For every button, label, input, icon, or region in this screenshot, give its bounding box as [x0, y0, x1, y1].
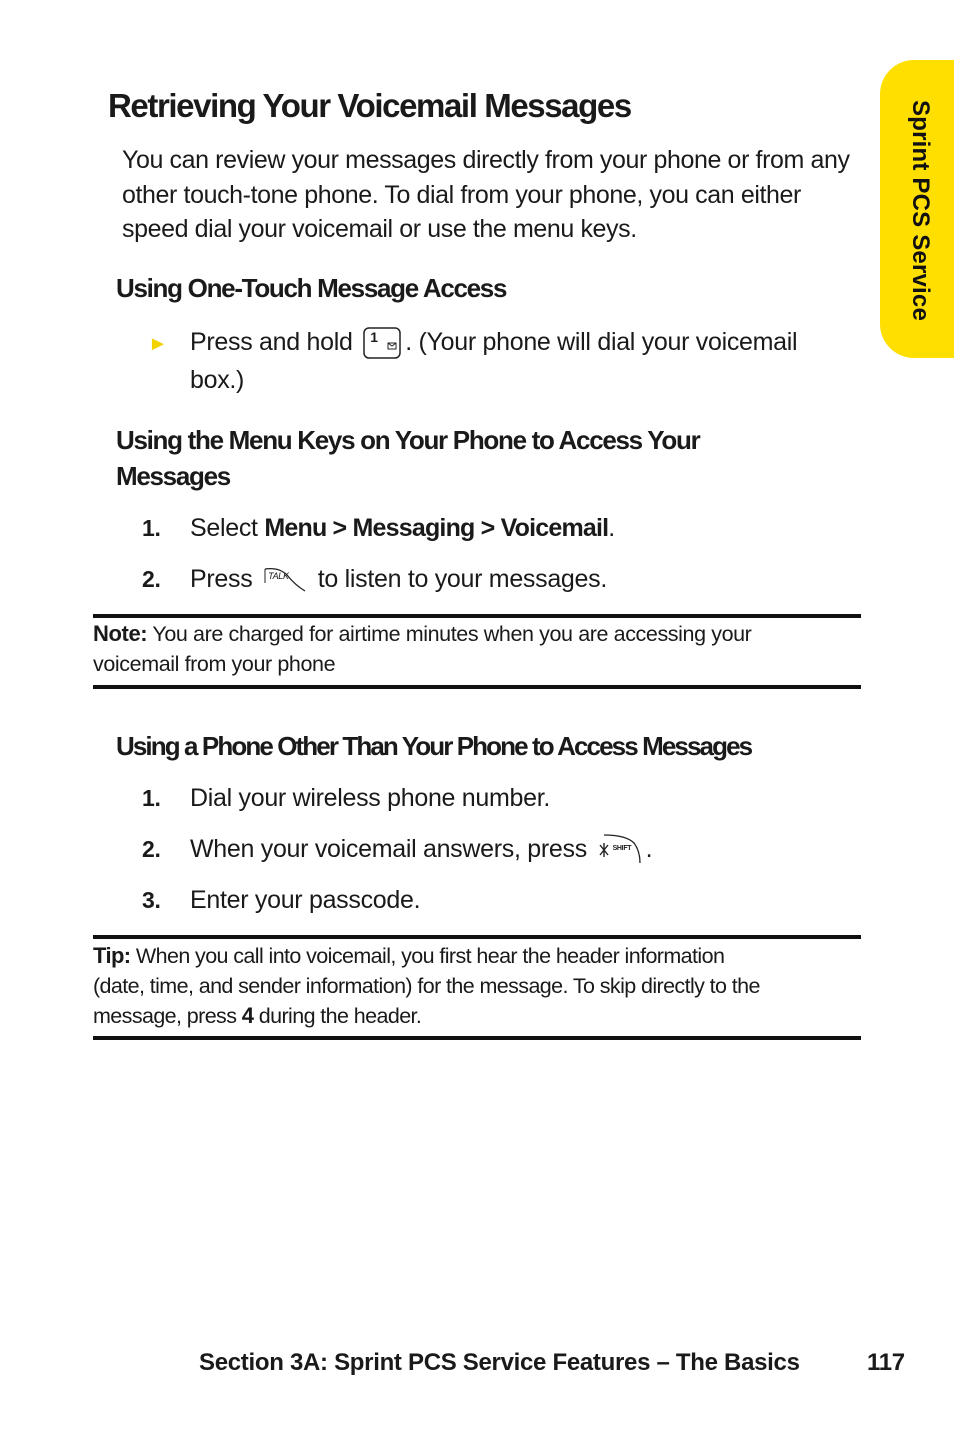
shift-key-label: SHIFT [612, 845, 632, 853]
note-rule-top [93, 614, 861, 618]
star-shift-key-icon [598, 833, 642, 867]
bullet-text-after: . (Your phone will dial your voicemail [405, 328, 798, 356]
step-text: Press [190, 565, 253, 593]
voicemail-key-icon [363, 327, 401, 359]
note-text-line1: You are charged for airtime minutes when you are accessing your [152, 622, 752, 646]
tip-label: Tip: [93, 943, 131, 968]
step-number: 3. [142, 887, 161, 913]
tip-text-line2: (date, time, and sender information) for the message. To skip directly to the [93, 974, 760, 998]
step-text: Enter your passcode. [190, 886, 421, 914]
bullet-text-line2: box.) [190, 366, 245, 394]
step-text-suffix: to listen to your messages. [317, 565, 607, 593]
step-number: 1. [142, 785, 161, 811]
note-label: Note: [93, 621, 148, 646]
menu-path: Menu > Messaging > Voicemail [264, 514, 609, 542]
step-text: Dial your wireless phone number. [190, 784, 551, 812]
other-step-2 [142, 831, 653, 868]
step-number: 2. [142, 836, 161, 862]
section-heading-one-touch: Using One-Touch Message Access [116, 273, 507, 303]
section-heading-other-phone: Using a Phone Other Than Your Phone to Access Messages [116, 731, 752, 761]
section-heading-menu-keys-line1: Using the Menu Keys on Your Phone to Access Your [116, 425, 700, 455]
talk-key-label: TALK [268, 571, 289, 582]
page-number: 117 [867, 1349, 905, 1376]
bullet-arrow-icon: ► [148, 333, 168, 355]
tip-key-4: 4 [241, 1003, 254, 1028]
tip-rule-top [93, 935, 861, 939]
tip-text-line3: message, press [93, 1004, 237, 1028]
note-rule-bottom [93, 685, 861, 689]
side-tab-label: Sprint PCS Service [907, 100, 934, 322]
step-number: 1. [142, 515, 161, 541]
other-step-1 [142, 780, 551, 817]
intro-paragraph: You can review your messages directly from your phone or from any other touch-tone phone. To dial from your phone, you can either speed dial your voicemail or use the menu keys. [122, 146, 850, 243]
talk-key-icon [263, 565, 307, 595]
side-tab [880, 60, 954, 358]
tip-rule-bottom [93, 1036, 861, 1040]
step-text: When your voicemail answers, press [190, 835, 587, 863]
step-suffix: . [645, 835, 653, 863]
voicemail-key-label: 1 [370, 329, 378, 346]
menu-step-1 [142, 510, 615, 547]
step-suffix: . [608, 514, 615, 542]
menu-step-2 [142, 561, 607, 598]
tip-text-line3-suffix: during the header. [258, 1004, 422, 1028]
tip-text-line1: When you call into voicemail, you first hear the header information [135, 944, 725, 968]
page-title: Retrieving Your Voicemail Messages [108, 87, 631, 124]
footer-section-title: Section 3A: Sprint PCS Service Features – The Basics [199, 1349, 800, 1376]
bullet-text-before: Press and hold [190, 328, 353, 356]
tip-box [93, 941, 853, 1031]
section-heading-menu-keys-line2: Messages [116, 461, 230, 491]
bullet-one-touch [148, 324, 798, 363]
other-step-3 [142, 882, 421, 919]
step-text: Select [190, 514, 258, 542]
note-box [93, 619, 853, 679]
note-text-line2: voicemail from your phone [93, 652, 336, 676]
step-number: 2. [142, 566, 161, 592]
